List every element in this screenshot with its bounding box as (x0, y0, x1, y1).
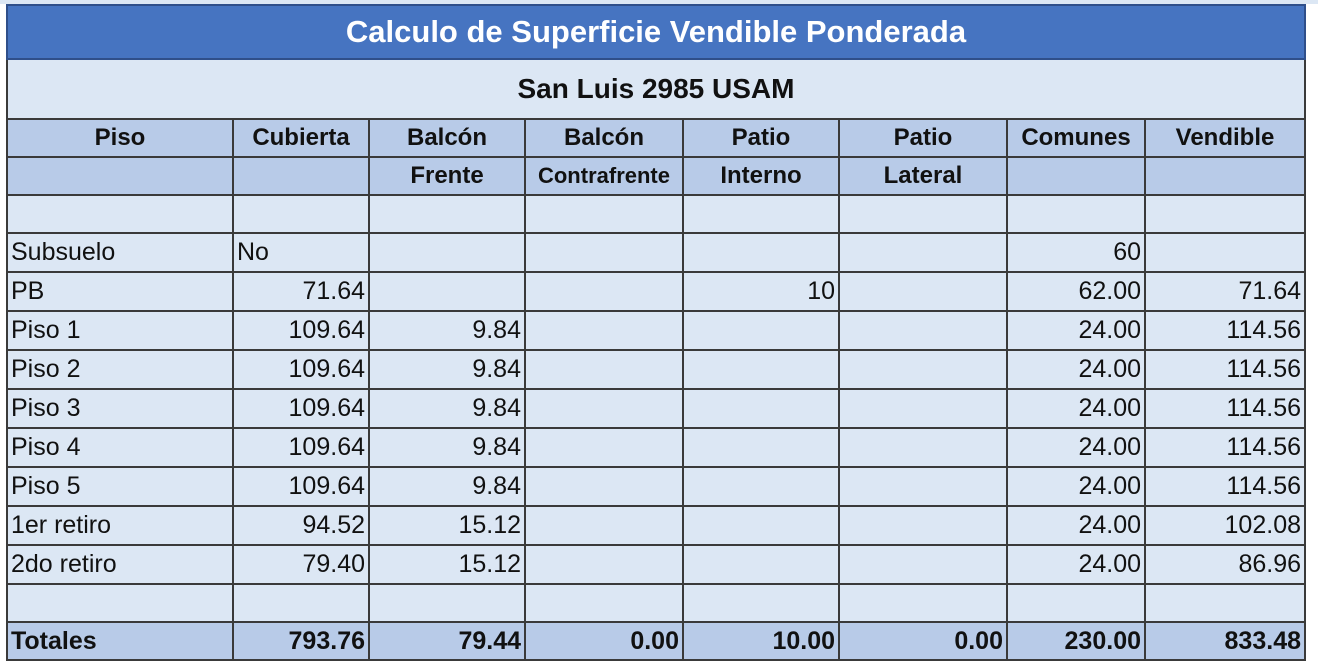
header-cell[interactable]: Lateral (839, 157, 1007, 195)
value-cell[interactable] (683, 428, 839, 467)
row-label-cell[interactable]: Piso 5 (7, 467, 233, 506)
row-label-cell[interactable]: 1er retiro (7, 506, 233, 545)
value-cell[interactable]: 109.64 (233, 389, 369, 428)
table-row (7, 233, 1305, 272)
header-cell[interactable]: Frente (369, 157, 525, 195)
data-rows (7, 233, 1305, 584)
value-cell[interactable]: 24.00 (1007, 350, 1145, 389)
value-cell[interactable]: 9.84 (369, 311, 525, 350)
value-cell[interactable]: 109.64 (233, 467, 369, 506)
table-row (7, 428, 1305, 467)
value-cell[interactable]: 24.00 (1007, 545, 1145, 584)
total-cubierta[interactable]: 793.76 (233, 622, 369, 660)
header-cell[interactable]: Balcón (369, 119, 525, 157)
value-cell[interactable] (525, 506, 683, 545)
value-cell[interactable]: 114.56 (1145, 350, 1305, 389)
value-cell[interactable]: 109.64 (233, 428, 369, 467)
value-cell[interactable]: 114.56 (1145, 467, 1305, 506)
cell[interactable] (525, 584, 683, 622)
totals-row (7, 622, 1305, 660)
blank-row (7, 195, 1305, 233)
header-cell[interactable]: Cubierta (233, 119, 369, 157)
value-cell[interactable]: 71.64 (1145, 272, 1305, 311)
cell[interactable] (525, 195, 683, 233)
value-cell[interactable] (839, 350, 1007, 389)
value-cell[interactable] (525, 233, 683, 272)
header-cell[interactable]: Patio (839, 119, 1007, 157)
title-row (7, 5, 1305, 59)
value-cell[interactable]: 109.64 (233, 311, 369, 350)
value-cell[interactable] (525, 545, 683, 584)
cell[interactable] (7, 584, 233, 622)
cell[interactable] (839, 195, 1007, 233)
header-cell[interactable] (7, 157, 233, 195)
cell[interactable] (683, 195, 839, 233)
row-label-cell[interactable]: PB (7, 272, 233, 311)
value-cell[interactable] (683, 350, 839, 389)
header-cell[interactable] (233, 157, 369, 195)
header-cell[interactable]: Piso (7, 119, 233, 157)
subtitle-row (7, 59, 1305, 119)
value-cell[interactable] (683, 506, 839, 545)
value-cell[interactable] (525, 350, 683, 389)
value-cell[interactable]: 114.56 (1145, 311, 1305, 350)
cell[interactable] (1007, 195, 1145, 233)
header-cell[interactable]: Contrafrente (525, 157, 683, 195)
sheet-title[interactable]: Calculo de Superficie Vendible Ponderada (7, 5, 1305, 59)
value-cell[interactable]: 9.84 (369, 350, 525, 389)
value-cell[interactable]: 24.00 (1007, 428, 1145, 467)
total-balcon-frente[interactable]: 79.44 (369, 622, 525, 660)
value-cell[interactable]: 60 (1007, 233, 1145, 272)
row-label-cell[interactable]: Piso 3 (7, 389, 233, 428)
value-cell[interactable]: 79.40 (233, 545, 369, 584)
row-label-cell[interactable]: Piso 2 (7, 350, 233, 389)
total-patio-interno[interactable]: 10.00 (683, 622, 839, 660)
value-cell[interactable] (839, 389, 1007, 428)
value-cell[interactable]: 24.00 (1007, 506, 1145, 545)
value-cell[interactable] (683, 389, 839, 428)
value-cell[interactable] (369, 272, 525, 311)
cell[interactable] (1145, 584, 1305, 622)
value-cell[interactable]: 10 (683, 272, 839, 311)
superficie-table (6, 4, 1306, 661)
cell[interactable] (1007, 584, 1145, 622)
table-row (7, 389, 1305, 428)
value-cell[interactable]: 114.56 (1145, 428, 1305, 467)
value-cell[interactable] (683, 311, 839, 350)
header-cell[interactable] (1007, 157, 1145, 195)
header-cell[interactable]: Patio (683, 119, 839, 157)
value-cell[interactable] (839, 428, 1007, 467)
cell[interactable] (7, 195, 233, 233)
value-cell[interactable]: 94.52 (233, 506, 369, 545)
value-cell[interactable] (683, 545, 839, 584)
value-cell[interactable]: 86.96 (1145, 545, 1305, 584)
header-cell[interactable]: Vendible (1145, 119, 1305, 157)
value-cell[interactable] (525, 272, 683, 311)
value-cell[interactable]: No (233, 233, 369, 272)
value-cell[interactable] (525, 428, 683, 467)
header-cell[interactable]: Balcón (525, 119, 683, 157)
value-cell[interactable]: 109.64 (233, 350, 369, 389)
value-cell[interactable] (525, 311, 683, 350)
value-cell[interactable] (525, 389, 683, 428)
header-cell[interactable]: Interno (683, 157, 839, 195)
value-cell[interactable] (683, 233, 839, 272)
total-patio-lateral[interactable]: 0.00 (839, 622, 1007, 660)
value-cell[interactable]: 15.12 (369, 545, 525, 584)
value-cell[interactable] (839, 467, 1007, 506)
cell[interactable] (233, 584, 369, 622)
value-cell[interactable] (369, 233, 525, 272)
value-cell[interactable] (839, 233, 1007, 272)
row-label-cell[interactable]: Subsuelo (7, 233, 233, 272)
value-cell[interactable]: 24.00 (1007, 311, 1145, 350)
row-label-cell[interactable]: Piso 4 (7, 428, 233, 467)
total-vendible[interactable]: 833.48 (1145, 622, 1305, 660)
blank-row (7, 584, 1305, 622)
value-cell[interactable]: 114.56 (1145, 389, 1305, 428)
row-label-cell[interactable]: Piso 1 (7, 311, 233, 350)
value-cell[interactable]: 24.00 (1007, 389, 1145, 428)
value-cell[interactable]: 24.00 (1007, 467, 1145, 506)
row-label-cell[interactable]: 2do retiro (7, 545, 233, 584)
cell[interactable] (839, 584, 1007, 622)
table-row (7, 467, 1305, 506)
value-cell[interactable]: 9.84 (369, 389, 525, 428)
total-comunes[interactable]: 230.00 (1007, 622, 1145, 660)
value-cell[interactable] (1145, 233, 1305, 272)
header-cell[interactable] (1145, 157, 1305, 195)
header-cell[interactable]: Comunes (1007, 119, 1145, 157)
value-cell[interactable]: 9.84 (369, 428, 525, 467)
value-cell[interactable]: 62.00 (1007, 272, 1145, 311)
value-cell[interactable] (683, 467, 839, 506)
value-cell[interactable]: 9.84 (369, 467, 525, 506)
table-row (7, 545, 1305, 584)
value-cell[interactable] (839, 311, 1007, 350)
header-row-2 (7, 157, 1305, 195)
cell[interactable] (233, 195, 369, 233)
value-cell[interactable]: 15.12 (369, 506, 525, 545)
cell[interactable] (683, 584, 839, 622)
table-row (7, 272, 1305, 311)
total-balcon-contrafrente[interactable]: 0.00 (525, 622, 683, 660)
cell[interactable] (1145, 195, 1305, 233)
table-row (7, 506, 1305, 545)
totals-label[interactable]: Totales (7, 622, 233, 660)
value-cell[interactable] (839, 506, 1007, 545)
table-row (7, 311, 1305, 350)
value-cell[interactable]: 102.08 (1145, 506, 1305, 545)
value-cell[interactable]: 71.64 (233, 272, 369, 311)
value-cell[interactable] (525, 467, 683, 506)
sheet-subtitle[interactable]: San Luis 2985 USAM (7, 59, 1305, 119)
header-row-1 (7, 119, 1305, 157)
cell[interactable] (369, 584, 525, 622)
table-row (7, 350, 1305, 389)
cell[interactable] (369, 195, 525, 233)
value-cell[interactable] (839, 545, 1007, 584)
value-cell[interactable] (839, 272, 1007, 311)
